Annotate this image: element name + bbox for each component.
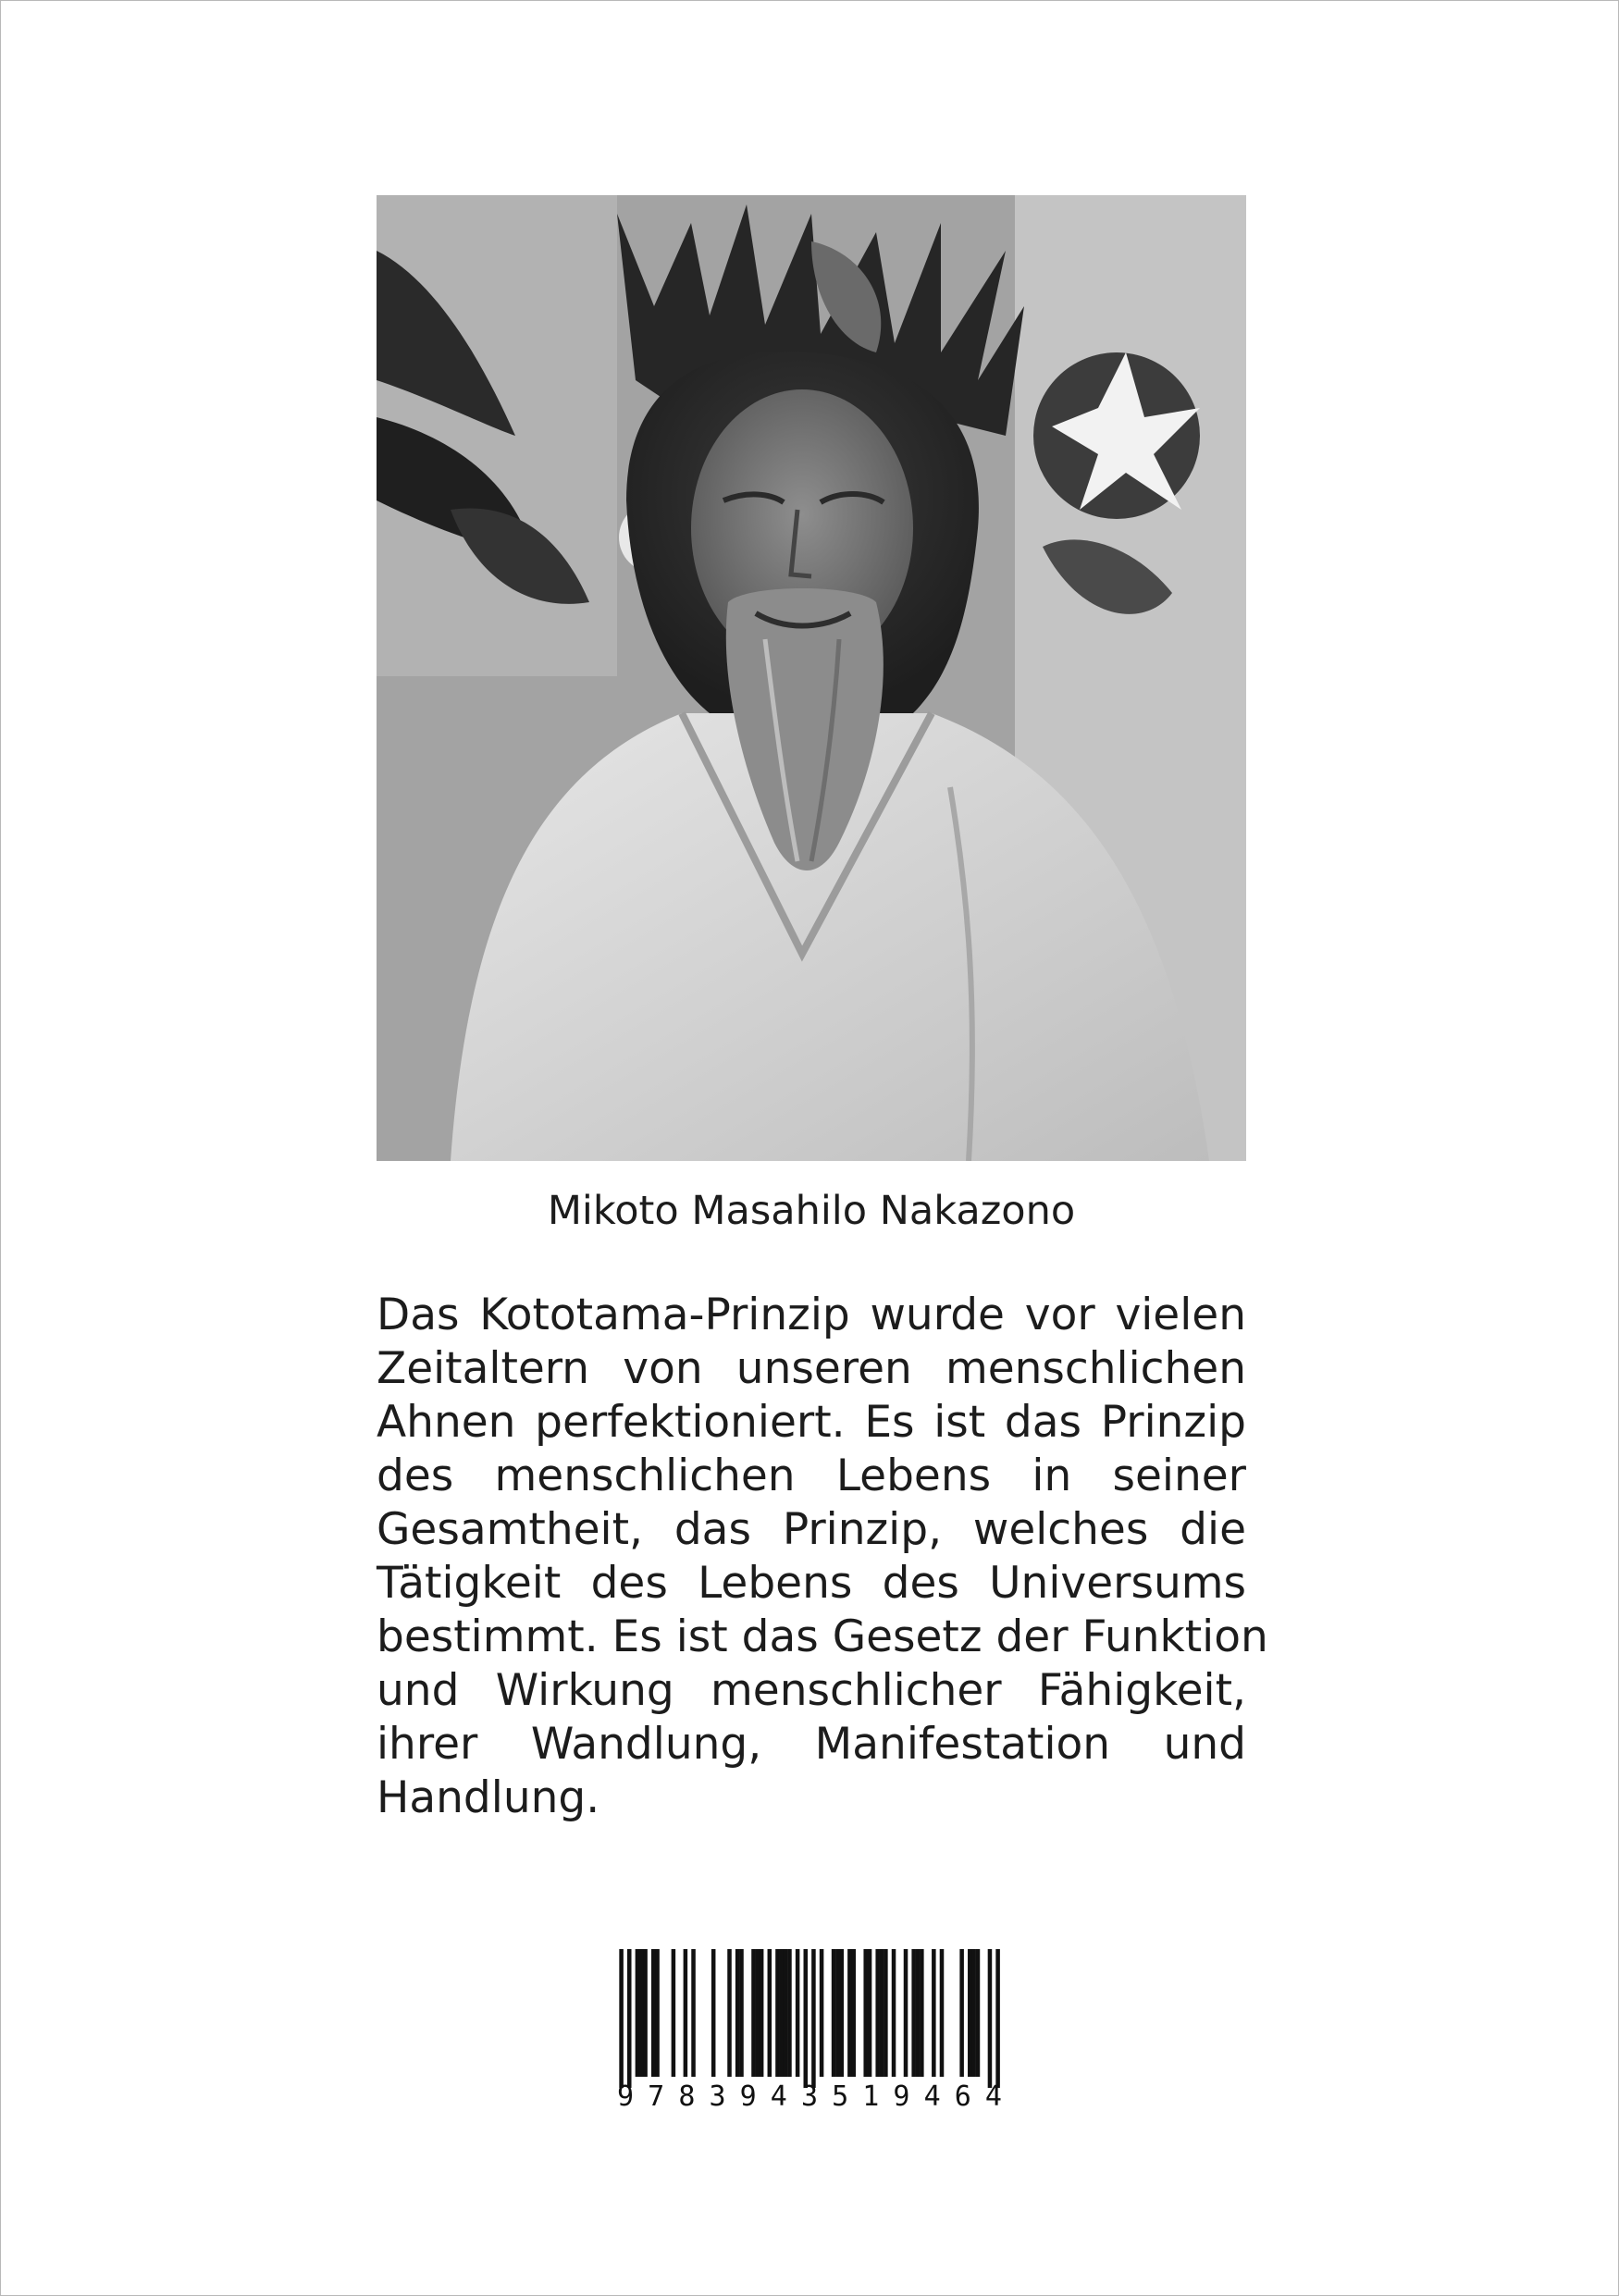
barcode-bar: [780, 1949, 785, 2077]
blurb-line: Das Kototama-Prinzip wurde vor vielen: [377, 1290, 1246, 1340]
barcode-bar: [868, 1949, 872, 2077]
blurb-line: ihrer Wandlung, Manifestation und: [377, 1719, 1246, 1770]
barcode-digit: 1: [862, 2080, 880, 2113]
barcode-bar: [739, 1949, 744, 2077]
barcode-bar: [940, 1949, 945, 2077]
barcode-bar: [639, 1949, 644, 2077]
barcode-digit: 6: [954, 2080, 971, 2113]
blurb-line: des menschlichen Lebens in seiner: [377, 1450, 1246, 1501]
barcode-bar: [727, 1949, 732, 2077]
barcode-bar: [804, 1949, 809, 2088]
blurb-line: und Wirkung menschlicher Fähigkeit,: [377, 1665, 1246, 1716]
photo-caption: Mikoto Masahilo Nakazono: [547, 1188, 1076, 1234]
barcode-bar: [651, 1949, 656, 2077]
barcode-bar: [775, 1949, 780, 2077]
barcode-bar: [995, 1949, 1000, 2088]
barcode-bar: [735, 1949, 740, 2077]
barcode-bar: [932, 1949, 936, 2077]
barcode-digit: 7: [648, 2080, 665, 2113]
barcode-bar: [672, 1949, 676, 2077]
barcode-digit: 9: [617, 2080, 635, 2113]
barcode-digit: 4: [770, 2080, 787, 2113]
barcode-bar: [976, 1949, 981, 2077]
barcode-bar: [811, 1949, 816, 2088]
barcode-bar: [787, 1949, 792, 2077]
barcode-digit: 3: [709, 2080, 726, 2113]
barcode-bar: [988, 1949, 993, 2088]
blurb-text: [377, 1289, 1268, 1825]
barcode-digit: 4: [984, 2080, 1002, 2113]
barcode-digits: [615, 2080, 1004, 2114]
barcode-bar: [643, 1949, 648, 2077]
barcode-bar: [875, 1949, 880, 2077]
author-portrait-photo: [377, 195, 1246, 1161]
barcode-bar: [619, 1949, 624, 2088]
barcode-bar: [920, 1949, 924, 2077]
blurb-line: bestimmt. Es ist das Gesetz der Funktion: [377, 1611, 1268, 1662]
barcode-digit: 8: [678, 2080, 696, 2113]
isbn-barcode: [615, 1949, 1004, 2114]
barcode-bar: [835, 1949, 840, 2077]
barcode-bar: [916, 1949, 921, 2077]
blurb-line: Handlung.: [377, 1772, 600, 1823]
barcode-bar: [911, 1949, 916, 2077]
barcode-bar: [959, 1949, 964, 2077]
barcode-digit: 4: [923, 2080, 941, 2113]
barcode-digit: 5: [832, 2080, 849, 2113]
barcode-bar: [627, 1949, 632, 2088]
barcode-digit: 3: [800, 2080, 818, 2113]
barcode-bar: [880, 1949, 884, 2077]
blurb-line: Ahnen perfektioniert. Es ist das Prinzip: [377, 1397, 1246, 1448]
barcode-bar: [751, 1949, 756, 2077]
barcode-bar: [863, 1949, 868, 2077]
barcode-bar: [839, 1949, 844, 2077]
barcode-bar: [636, 1949, 640, 2077]
barcode-bar: [760, 1949, 764, 2077]
barcode-bar: [904, 1949, 908, 2077]
barcode-bar: [832, 1949, 836, 2077]
barcode-bar: [768, 1949, 772, 2077]
blurb-line: Tätigkeit des Lebens des Universums: [377, 1558, 1246, 1609]
barcode-bar: [892, 1949, 896, 2077]
barcode-bar: [847, 1949, 852, 2077]
barcode-bar: [655, 1949, 660, 2077]
blurb-line: Zeitaltern von unseren menschlichen: [377, 1343, 1246, 1394]
barcode-bar: [884, 1949, 888, 2077]
barcode-bar: [691, 1949, 696, 2077]
portrait-illustration: [377, 195, 1246, 1161]
barcode-bar: [711, 1949, 716, 2077]
barcode-bar: [796, 1949, 800, 2077]
blurb-line: Gesamtheit, das Prinzip, welches die: [377, 1504, 1246, 1555]
barcode-digit: 9: [739, 2080, 757, 2113]
barcode-bar: [684, 1949, 688, 2077]
barcode-bar: [851, 1949, 856, 2077]
barcode-bar: [756, 1949, 760, 2077]
barcode-bar: [784, 1949, 788, 2077]
barcode-bar: [968, 1949, 972, 2077]
barcode-bar: [971, 1949, 976, 2077]
barcode-bar: [820, 1949, 824, 2077]
barcode-bars: [615, 1949, 1004, 2088]
barcode-digit: 9: [893, 2080, 910, 2113]
